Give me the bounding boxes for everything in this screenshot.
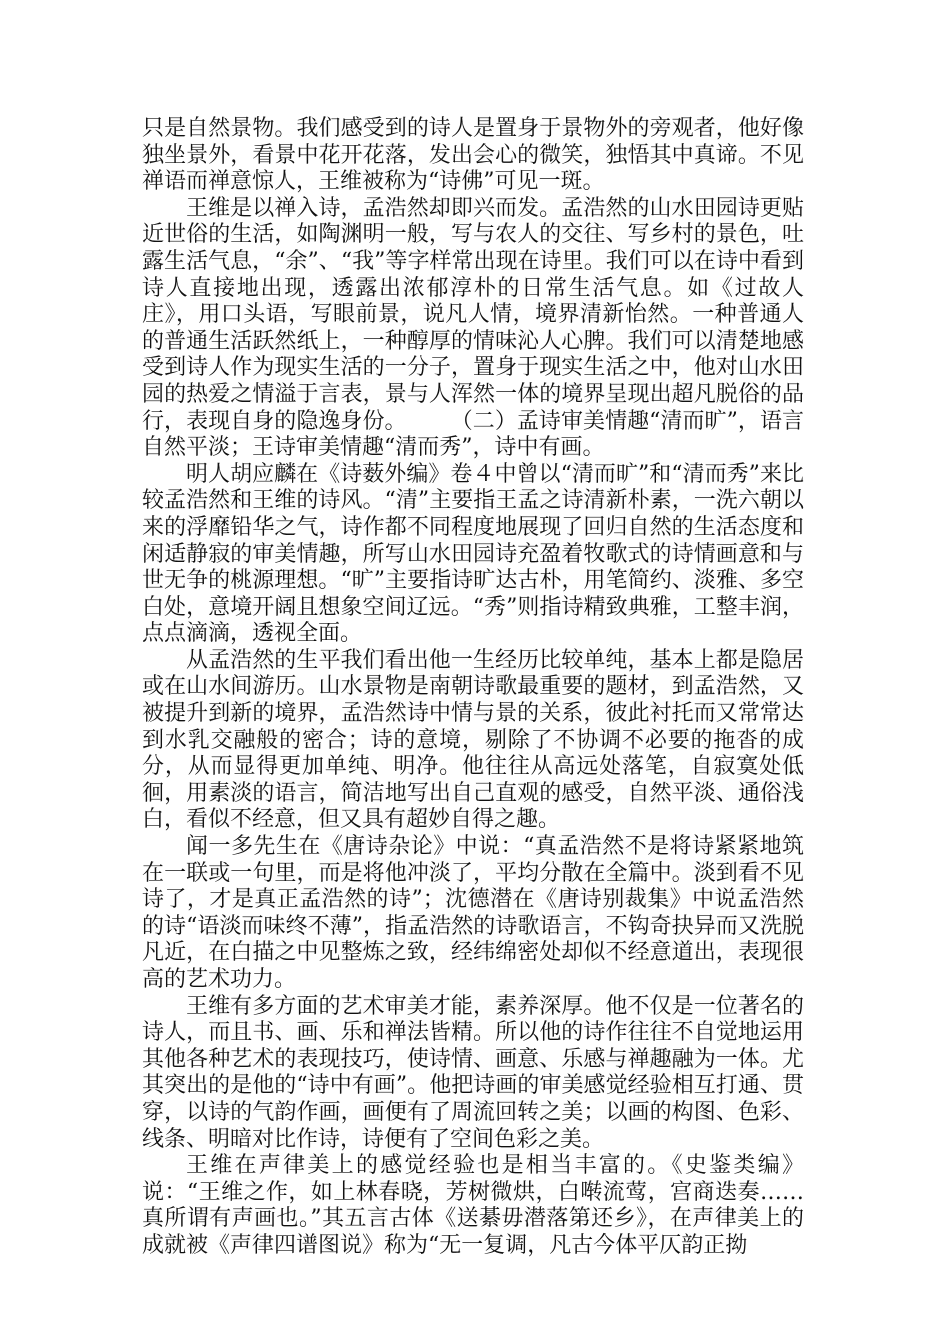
paragraph-2: 王维是以禅入诗，孟浩然却即兴而发。孟浩然的山水田园诗更贴近世俗的生活，如陶渊明一般，写与农人的交往、写乡村的景色，吐露生活气息，“余”、“我”等字样常出现在诗里。我们可以在诗中看到诗人直接地出现，透露出浓郁淳朴的日常生活气息。如《过故人庄》，用口头语，写眼前景，说凡人情，境界清新怡然。一种普通人的普通生活跃然纸上，一种醇厚的情味沁人心脾。我们可以清楚地感受到诗人作为现实生活的一分子，置身于现实生活之中，他对山水田园的热爱之情溢于言表，景与人浑然一体的境界呈现出超凡脱俗的品行，表现自身的隐逸身份。 （二）孟诗审美情趣“清而旷”，语言自然平淡；王诗审美情趣“清而秀”，诗中有画。 — [142, 195, 804, 461]
paragraph-4: 从孟浩然的生平我们看出他一生经历比较单纯，基本上都是隐居或在山水间游历。山水景物是南朝诗歌最重要的题材，到孟浩然，又被提升到新的境界，孟浩然诗中情与景的关系，彼此衬托而又常常达到水乳交融般的密合；诗的意境，剔除了不协调不必要的拖沓的成分，从而显得更加单纯、明净。他往往从高远处落笔，自寂寞处低徊，用素淡的语言，简洁地写出自己直观的感受，自然平淡、通俗浅白，看似不经意，但又具有超妙自得之趣。 — [142, 647, 804, 833]
document-page — [142, 116, 804, 1260]
paragraph-7: 王维在声律美上的感觉经验也是相当丰富的。《史鉴类编》说：“王维之作，如上林春晓，芳树微烘，白啭流莺，宫商迭奏……真所谓有声画也。”其五言古体《送綦毋潜落第还乡》，在声律美上的成就被《声律四谱图说》称为“无一复调，凡古今体平仄韵正拗 — [142, 1153, 804, 1258]
paragraph-6: 王维有多方面的艺术审美才能，素养深厚。他不仅是一位著名的诗人，而且书、画、乐和禅法皆精。所以他的诗作往往不自觉地运用其他各种艺术的表现技巧，使诗情、画意、乐感与禅趣融为一体。尤其突出的是他的“诗中有画”。他把诗画的审美感觉经验相互打通、贯穿，以诗的气韵作画，画便有了周流回转之美；以画的构图、色彩、线条、明暗对比作诗，诗便有了空间色彩之美。 — [142, 993, 804, 1152]
paragraph-5: 闻一多先生在《唐诗杂论》中说：“真孟浩然不是将诗紧紧地筑在一联或一句里，而是将他冲淡了，平均分散在全篇中。淡到看不见诗了，才是真正孟浩然的诗”；沈德潜在《唐诗别裁集》中说孟浩然的诗“语淡而味终不薄”，指孟浩然的诗歌语言，不钩奇抉异而又洗脱凡近，在白描之中见整炼之致，经纬绵密处却似不经意道出，表现很高的艺术功力。 — [142, 834, 804, 992]
paragraph-1: 只是自然景物。我们感受到的诗人是置身于景物外的旁观者，他好像独坐景外，看景中花开花落，发出会心的微笑，独悟其中真谛。不见禅语而禅意惊人，王维被称为“诗佛”可见一斑。 — [142, 116, 804, 195]
paragraph-3: 明人胡应麟在《诗薮外编》卷４中曾以“清而旷”和“清而秀”来比较孟浩然和王维的诗风。“清”主要指王孟之诗清新朴素，一洗六朝以来的浮靡铅华之气，诗作都不同程度地展现了回归自然的生活态度和闲适静寂的审美情趣，所写山水田园诗充盈着牧歌式的诗情画意和与世无争的桃源理想。“旷”主要指诗旷达古朴，用笔简约、淡雅、多空白处，意境开阔且想象空间辽远。“秀”则指诗精致典雅，工整丰润，点点滴滴，透视全面。 — [142, 461, 804, 647]
